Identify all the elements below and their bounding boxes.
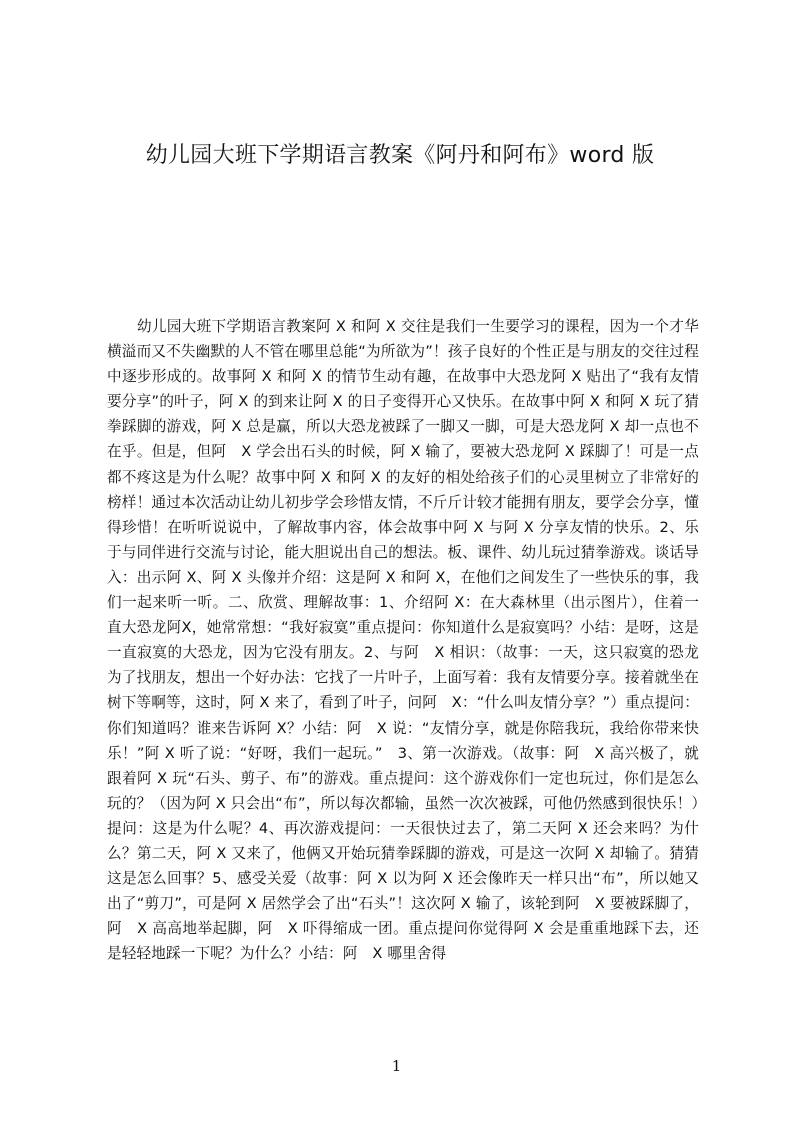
page-number: 1 (391, 1057, 402, 1075)
document-body-paragraph: 幼儿园大班下学期语言教案阿 X 和阿 X 交往是我们一生要学习的课程，因为一个才华横溢而又不失幽默的人不管在哪里总能“为所欲为”！孩子良好的个性正是与朋友的交往过程中逐步形成的。故事阿 X 和阿 X 的情节生动有趣，在故事中大恐龙阿 X 贴出了“我有友情要分享”的叶子，阿 X 的到来让阿 X 的日子变得开心又快乐。在故事中阿 X 和阿 X 玩了猜拳踩脚的游戏，阿 X 总是赢，所以大恐龙被踩了一脚又一脚，可是大恐龙阿 X 却一点也不在乎。但是，但阿 X 学会出石头的时候，阿 X 输了，要被大恐龙阿 X 踩脚了！可是一点都不疼这是为什么呢？故事中阿 X 和阿 X 的友好的相处给孩子们的心灵里树立了非常好的榜样！通过本次活动让幼儿初步学会珍惜友情，不斤斤计较才能拥有朋友，要学会分享，懂得珍惜！在听听说说中，了解故事内容，体会故事中阿 X 与阿 X 分享友情的快乐。2、乐于与同伴进行交流与讨论，能大胆说出自己的想法。板、课件、幼儿玩过猜拳游戏。谈话导入：出示阿 X、阿 X 头像并介绍：这是阿 X 和阿 X，在他们之间发生了一些快乐的事，我们一起来听一听。二、欣赏、理解故事：1、介绍阿 X：在大森林里（出示图片），住着一直大恐龙阿X，她常常想：“我好寂寞”重点提问：你知道什么是寂寞吗？小结：是呀，这是一直寂寞的大恐龙，因为它没有朋友。2、与阿 X 相识：（故事：一天，这只寂寞的恐龙为了找朋友，想出一个好办法：它找了一片叶子，上面写着：我有友情要分享。接着就坐在树下等啊等，这时，阿 X 来了，看到了叶子，问阿 X：“什么叫友情分享？”）重点提问：你们知道吗？谁来告诉阿 X？小结：阿 X 说：“友情分享，就是你陪我玩，我给你带来快乐！”阿 X 听了说：“好呀，我们一起玩。” 3、第一次游戏。（故事：阿 X 高兴极了，就跟着阿 X 玩“石头、剪子、布”的游戏。重点提问：这个游戏你们一定也玩过，你们是怎么玩的？（因为阿 X 只会出“布”，所以每次都输，虽然一次次被踩，可他仍然感到很快乐！）提问：这是为什么呢？4、再次游戏提问：一天很快过去了，第二天阿 X 还会来吗？为什么？第二天，阿 X 又来了，他俩又开始玩猜拳踩脚的游戏，可是这一次阿 X 却输了。猜猜这是怎么回事？5、感受关爱（故事：阿 X 以为阿 X 还会像昨天一样只出“布”，所以她又出了“剪刀”，可是阿 X 居然学会了出“石头”！这次阿 X 输了，该轮到阿 X 要被踩脚了，阿 X 高高地举起脚，阿 X 吓得缩成一团。重点提问你觉得阿 X 会是重重地踩下去，还是轻轻地踩一下呢？为什么？小结：阿 X 哪里舍得 (107, 318, 699, 963)
document-title: 幼儿园大班下学期语言教案《阿丹和阿布》word 版 (145, 143, 655, 168)
